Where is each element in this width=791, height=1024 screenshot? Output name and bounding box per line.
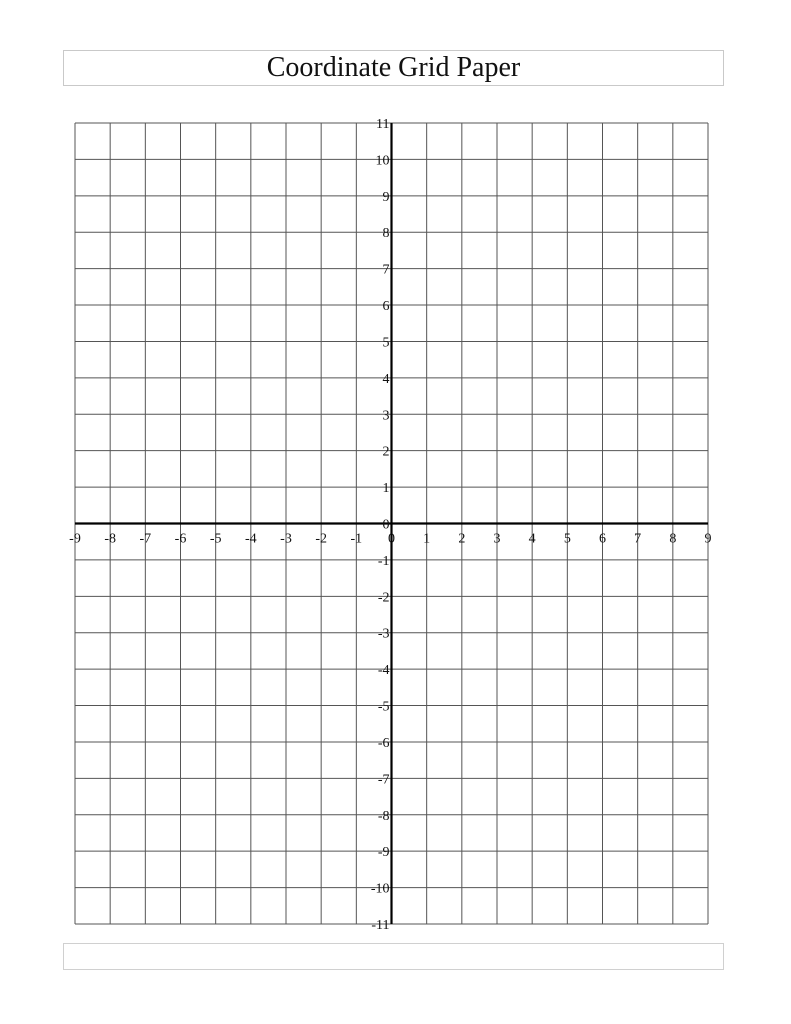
y-tick-label: 4 xyxy=(382,371,390,387)
x-tick-label: -8 xyxy=(104,531,117,547)
x-tick-label: 5 xyxy=(563,531,571,547)
x-tick-label: 3 xyxy=(493,531,501,547)
y-tick-label: -8 xyxy=(377,808,390,824)
x-tick-label: 9 xyxy=(704,531,712,547)
y-tick-label: -10 xyxy=(370,881,390,897)
y-tick-label: -4 xyxy=(377,663,390,679)
x-tick-label: 4 xyxy=(528,531,536,547)
y-axis-tick-labels xyxy=(371,117,390,933)
footer-box xyxy=(63,943,724,970)
axes xyxy=(75,123,708,924)
x-tick-label: -5 xyxy=(209,531,222,547)
y-tick-label: 2 xyxy=(382,444,390,460)
y-tick-label: -2 xyxy=(377,590,390,606)
x-tick-label: -3 xyxy=(280,531,292,547)
y-tick-label: -9 xyxy=(377,845,390,861)
x-tick-label: 1 xyxy=(423,531,431,547)
y-tick-label: -11 xyxy=(371,918,390,933)
y-tick-label: 0 xyxy=(382,517,390,533)
y-tick-label: 3 xyxy=(382,408,390,424)
x-tick-label: -2 xyxy=(315,531,328,547)
y-tick-label: 10 xyxy=(375,153,390,169)
y-tick-label: 11 xyxy=(376,117,390,132)
x-tick-label: 6 xyxy=(599,531,606,547)
x-tick-label: -1 xyxy=(350,531,363,547)
y-tick-label: -1 xyxy=(377,553,390,569)
y-tick-label: 5 xyxy=(382,335,390,351)
y-tick-label: 8 xyxy=(382,226,390,242)
x-tick-label: -7 xyxy=(139,531,152,547)
page-title: Coordinate Grid Paper xyxy=(266,52,521,83)
y-tick-label: -3 xyxy=(377,626,390,642)
x-axis-tick-labels xyxy=(69,532,711,547)
y-tick-label: -6 xyxy=(377,735,390,751)
y-tick-label: 9 xyxy=(382,189,390,205)
y-tick-label: -7 xyxy=(377,772,390,788)
x-tick-label: -9 xyxy=(69,531,81,547)
y-tick-label: 1 xyxy=(382,481,390,497)
y-tick-label: -5 xyxy=(377,699,390,715)
y-tick-label: 6 xyxy=(382,299,390,315)
y-tick-label: 7 xyxy=(382,262,390,278)
x-tick-label: 2 xyxy=(458,531,466,547)
x-tick-label: -4 xyxy=(244,531,257,547)
x-tick-label: -6 xyxy=(174,531,187,547)
x-tick-label: 0 xyxy=(388,531,395,547)
x-tick-label: 8 xyxy=(669,531,677,547)
x-tick-label: 7 xyxy=(634,531,642,547)
